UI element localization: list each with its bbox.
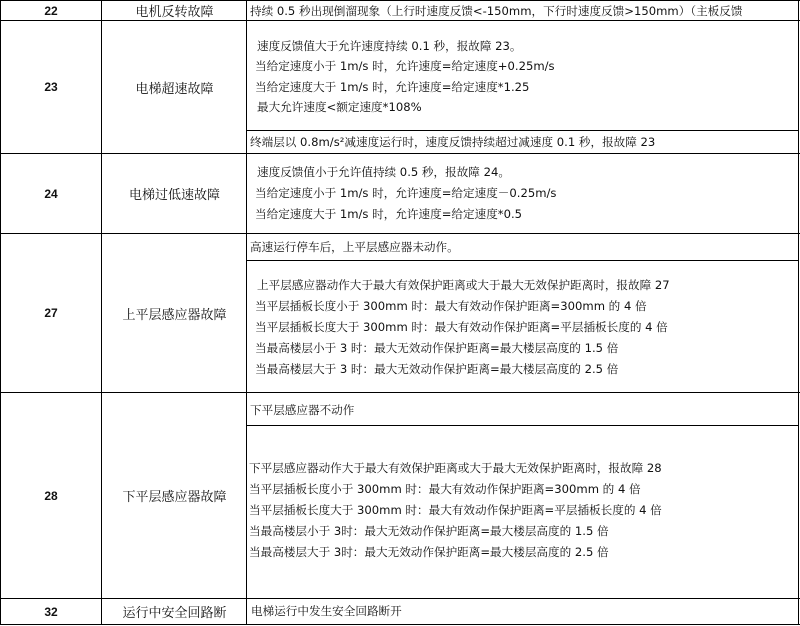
fault-name: 上平层感应器故障 [122, 307, 227, 323]
description-line: 当给定速度小于 1m/s 时，允许速度=给定速度－0.25m/s [255, 186, 557, 200]
description-line: 当给定速度小于 1m/s 时，允许速度=给定速度+0.25m/s [255, 59, 555, 73]
description-line: 下平层感应器不动作 [250, 403, 355, 417]
description-line: 当最高楼层大于 3 时：最大无效动作保护距离=最大楼层高度的 2.5 倍 [255, 362, 619, 376]
description-line: 当最高楼层小于 3时：最大无效动作保护距离=最大楼层高度的 1.5 倍 [249, 524, 609, 538]
fault-code: 28 [44, 488, 58, 503]
table-border-right [798, 0, 799, 625]
description-line: 下平层感应器动作大于最大有效保护距离或大于最大无效保护距离时，报故障 28 [249, 461, 662, 475]
fault-name: 运行中安全回路断 [122, 606, 227, 621]
fault-description [248, 234, 798, 392]
description-line: 速度反馈值大于允许速度持续 0.1 秒，报故障 23。 [257, 39, 522, 53]
fault-name: 电机反转故障 [135, 5, 214, 20]
fault-code: 22 [44, 3, 58, 18]
description-line: 当给定速度大于 1m/s 时，允许速度=给定速度*1.25 [255, 80, 530, 94]
description-line: 电梯运行中发生安全回路断开 [251, 604, 402, 618]
fault-name: 电梯过低速故障 [128, 188, 220, 203]
fault-description [248, 393, 798, 598]
description-line: 当平层插板长度大于 300mm 时：最大有效动作保护距离=平层插板长度的 4 倍 [249, 503, 662, 517]
description-line: 上平层感应器动作大于最大有效保护距离或大于最大无效保护距离时，报故障 27 [257, 278, 670, 292]
fault-code: 23 [44, 80, 58, 94]
description-line: 当平层插板长度小于 300mm 时：最大有效动作保护距离=300mm 的 4 倍 [255, 299, 647, 313]
description-line: 当平层插板长度小于 300mm 时：最大有效动作保护距离=300mm 的 4 倍 [249, 482, 641, 496]
fault-description [248, 599, 798, 624]
description-line: 当最高楼层小于 3 时：最大无效动作保护距离=最大楼层高度的 1.5 倍 [255, 341, 619, 355]
fault-name: 电梯超速故障 [135, 81, 214, 97]
description-line: 当给定速度大于 1m/s 时，允许速度=给定速度*0.5 [255, 207, 523, 221]
description-line: 高速运行停车后，上平层感应器未动作。 [250, 240, 459, 254]
fault-description [248, 21, 798, 153]
description-line: 速度反馈值小于允许值持续 0.5 秒，报故障 24。 [257, 165, 510, 179]
fault-name: 下平层感应器故障 [122, 490, 227, 505]
description-line: 持续 0.5 秒出现倒溜现象（上行时速度反馈<-150mm，下行时速度反馈>150mm）（主板反馈 [250, 4, 743, 18]
description-line: 当平层插板长度大于 300mm 时：最大有效动作保护距离=平层插板长度的 4 倍 [255, 320, 668, 334]
fault-code: 27 [44, 306, 58, 320]
table-border-bottom [0, 624, 800, 625]
fault-code: 24 [44, 186, 58, 201]
description-line: 终端层以 0.8m/s²减速度运行时，速度反馈持续超过减速度 0.1 秒，报故障 23 [250, 135, 656, 149]
fault-description [248, 154, 798, 233]
description-line: 最大允许速度<额定速度*108% [257, 100, 422, 114]
fault-code: 32 [44, 604, 58, 619]
fault-description [248, 0, 798, 20]
description-line: 当最高楼层大于 3时：最大无效动作保护距离=最大楼层高度的 2.5 倍 [249, 545, 609, 559]
